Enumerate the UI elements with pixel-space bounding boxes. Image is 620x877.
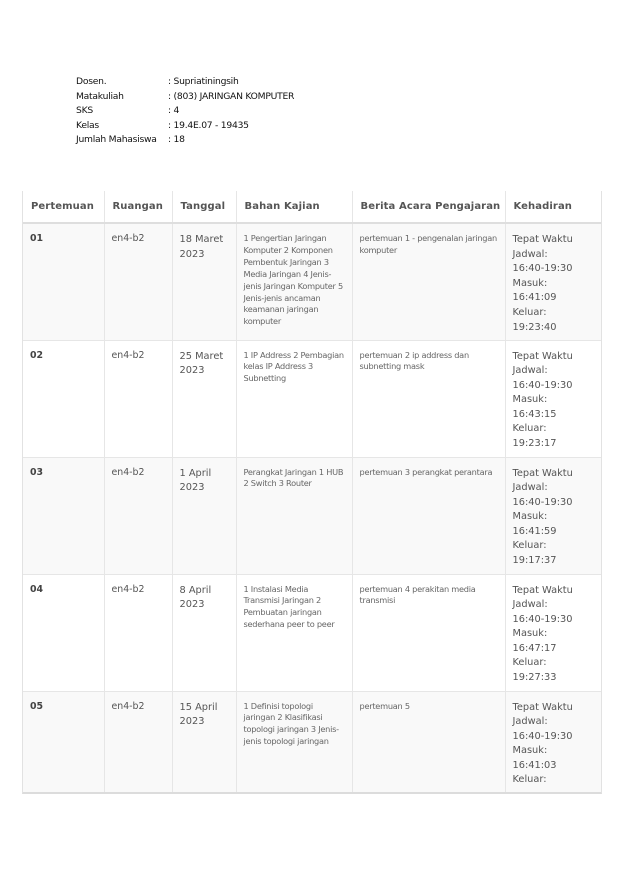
cell-kehadiran <box>505 457 601 574</box>
cell-tanggal: 15 April 2023 <box>172 691 236 794</box>
attendance-line: 16:41:59 <box>512 525 557 537</box>
header-tanggal: Tanggal <box>172 191 236 223</box>
attendance-status: Tepat Waktu <box>512 234 573 245</box>
attendance-line: 16:40-19:30 <box>512 263 573 275</box>
info-label: SKS <box>76 105 93 117</box>
cell-kehadiran <box>505 223 601 340</box>
cell-pertemuan: 05 <box>23 691 104 794</box>
attendance-line: 16:40-19:30 <box>512 730 573 742</box>
attendance-line: Masuk: <box>512 511 548 523</box>
table-row <box>23 691 601 794</box>
cell-bahan-kajian: Perangkat Jaringan 1 HUB 2 Switch 3 Router <box>236 457 352 574</box>
cell-tanggal: 8 April 2023 <box>172 574 236 691</box>
cell-kehadiran <box>505 340 601 457</box>
cell-bahan-kajian: 1 Definisi topologi jaringan 2 Klasifikasi topologi jaringan 3 Jenis-jenis topologi jaringan <box>236 691 352 794</box>
info-value: : 19.4E.07 - 19435 <box>168 119 249 131</box>
cell-bahan-kajian: 1 Pengertian Jaringan Komputer 2 Komponen Pembentuk Jaringan 3 Media Jaringan 4 Jenis-jenis Jaringan Komputer 5 Jenis-jenis ancaman keamanan jaringan komputer <box>236 223 352 340</box>
attendance-line: 19:17:37 <box>512 555 557 567</box>
info-value: : 4 <box>168 105 180 117</box>
cell-kehadiran <box>505 691 601 794</box>
attendance-line: Masuk: <box>512 277 548 289</box>
info-row-matakuliah <box>76 90 294 105</box>
attendance-line: 16:41:03 <box>512 759 557 771</box>
attendance-line: 16:40-19:30 <box>512 613 573 625</box>
header-pertemuan: Pertemuan <box>23 191 104 223</box>
cell-berita-acara: pertemuan 5 <box>352 691 505 794</box>
table-row <box>23 223 601 340</box>
header-bahan-kajian: Bahan Kajian <box>236 191 352 223</box>
attendance-table-container <box>22 191 602 794</box>
attendance-line: Keluar: <box>512 540 547 552</box>
table-row <box>23 574 601 691</box>
attendance-line: Masuk: <box>512 745 548 757</box>
table-header-row <box>23 191 601 223</box>
info-row-jumlah-mahasiswa <box>76 133 294 148</box>
header-berita-acara: Berita Acara Pengajaran <box>352 191 505 223</box>
info-label: Kelas <box>76 119 99 131</box>
course-info <box>76 75 294 148</box>
cell-kehadiran <box>505 574 601 691</box>
attendance-line: Keluar: <box>512 306 547 318</box>
cell-pertemuan: 01 <box>23 223 104 340</box>
attendance-status: Tepat Waktu <box>512 350 573 362</box>
attendance-line: 19:27:33 <box>512 672 557 684</box>
cell-ruangan: en4-b2 <box>104 574 172 691</box>
cell-tanggal: 1 April 2023 <box>172 457 236 574</box>
table-row <box>23 340 601 457</box>
cell-ruangan: en4-b2 <box>104 691 172 794</box>
attendance-line: 16:47:17 <box>512 642 557 654</box>
attendance-line: Jadwal: <box>512 365 548 377</box>
cell-tanggal: 25 Maret 2023 <box>172 340 236 457</box>
attendance-line: Jadwal: <box>512 599 548 611</box>
cell-pertemuan: 02 <box>23 340 104 457</box>
cell-bahan-kajian: 1 Instalasi Media Transmisi Jaringan 2 Pembuatan jaringan sederhana peer to peer <box>236 574 352 691</box>
cell-pertemuan: 04 <box>23 574 104 691</box>
attendance-line: 16:40-19:30 <box>512 379 573 391</box>
info-label: Matakuliah <box>76 90 124 102</box>
cell-ruangan: en4-b2 <box>104 457 172 574</box>
info-label: Dosen. <box>76 76 107 87</box>
info-value: : (803) JARINGAN KOMPUTER <box>168 90 295 102</box>
attendance-status: Tepat Waktu <box>512 584 573 596</box>
attendance-line: Jadwal: <box>512 248 548 260</box>
attendance-line: 16:40-19:30 <box>512 496 573 508</box>
attendance-status: Tepat Waktu <box>512 701 573 713</box>
cell-ruangan: en4-b2 <box>104 223 172 340</box>
info-value: : 18 <box>168 134 185 146</box>
table-row <box>23 457 601 574</box>
attendance-line: 19:23:17 <box>512 438 557 450</box>
attendance-table <box>23 191 601 794</box>
info-value: : Supriatiningsih <box>168 76 239 87</box>
cell-berita-acara: pertemuan 4 perakitan media transmisi <box>352 574 505 691</box>
attendance-line: Keluar: <box>512 774 547 786</box>
header-ruangan: Ruangan <box>104 191 172 223</box>
attendance-line: 19:23:40 <box>512 321 557 333</box>
attendance-line: Keluar: <box>512 423 547 435</box>
cell-pertemuan: 03 <box>23 457 104 574</box>
header-kehadiran: Kehadiran <box>505 191 601 223</box>
attendance-line: 16:43:15 <box>512 408 557 420</box>
cell-tanggal: 18 Maret 2023 <box>172 223 236 340</box>
cell-bahan-kajian: 1 IP Address 2 Pembagian kelas IP Address 3 Subnetting <box>236 340 352 457</box>
info-row-sks <box>76 104 294 119</box>
info-row-dosen <box>76 75 294 90</box>
attendance-line: 16:41:09 <box>512 292 557 304</box>
cell-berita-acara: pertemuan 1 - pengenalan jaringan komputer <box>352 223 505 340</box>
attendance-line: Masuk: <box>512 394 548 406</box>
attendance-status: Tepat Waktu <box>512 467 573 479</box>
attendance-line: Keluar: <box>512 657 547 669</box>
attendance-line: Jadwal: <box>512 716 548 728</box>
cell-berita-acara: pertemuan 3 perangkat perantara <box>352 457 505 574</box>
attendance-line: Jadwal: <box>512 482 548 494</box>
attendance-line: Masuk: <box>512 628 548 640</box>
cell-berita-acara: pertemuan 2 ip address dan subnetting mask <box>352 340 505 457</box>
info-row-kelas <box>76 119 294 134</box>
cell-ruangan: en4-b2 <box>104 340 172 457</box>
info-label: Jumlah Mahasiswa <box>76 134 157 146</box>
